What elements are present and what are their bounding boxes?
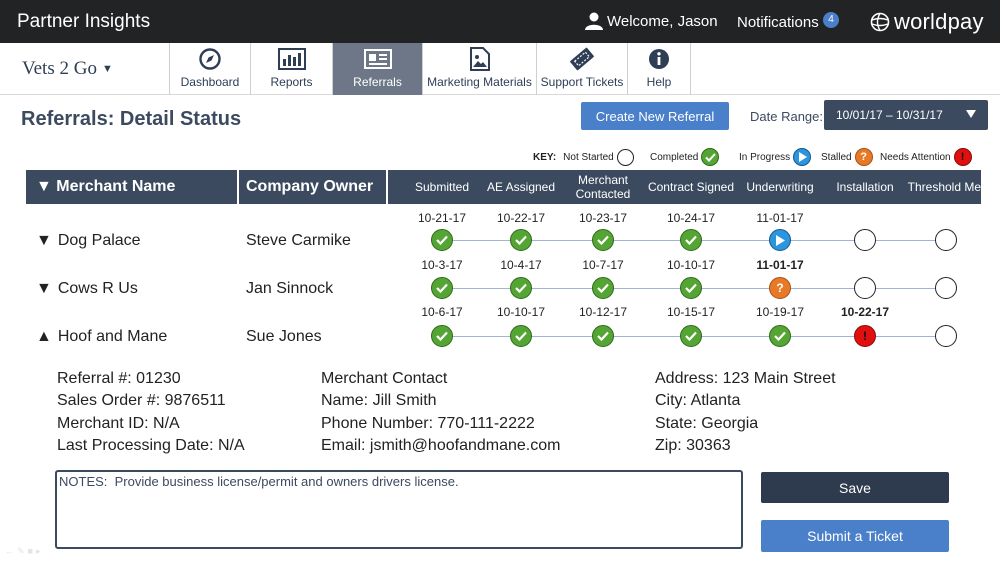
stage-date: 10-4-17 (500, 258, 542, 272)
caret-down-icon: ▼ (101, 63, 113, 75)
store-name: Vets 2 Go (22, 58, 97, 79)
status-completed-icon[interactable] (680, 277, 702, 299)
user-menu[interactable] (584, 12, 718, 30)
stage-date: 10-7-17 (582, 258, 624, 272)
status-completed-icon[interactable] (510, 325, 532, 347)
address-street: Address: 123 Main Street (655, 370, 836, 387)
status-completed-icon[interactable] (431, 229, 453, 251)
header-divider (237, 170, 239, 204)
stage-date: 10-10-17 (496, 305, 546, 319)
referral-number: Referral #: 01230 (57, 370, 181, 387)
expand-arrow-icon: ▼ (36, 232, 52, 249)
merchant-contact-heading: Merchant Contact (321, 370, 448, 387)
stage-date: 10-6-17 (421, 305, 463, 319)
merchant-row-toggle[interactable] (36, 328, 167, 346)
status-completed-icon[interactable] (680, 325, 702, 347)
stage-date: 10-21-17 (417, 211, 467, 225)
brand-name: worldpay (894, 9, 984, 34)
id-card-icon (364, 47, 392, 71)
key-label-needs-attention: Needs Attention (880, 151, 951, 163)
col-stage-merchant-contacted: Merchant Contacted (575, 173, 631, 201)
status-completed-icon[interactable] (592, 229, 614, 251)
col-stage-contract-signed: Contract Signed (647, 180, 735, 194)
status-attention-icon[interactable]: ! (854, 325, 876, 347)
key-label-in-progress: In Progress (739, 151, 791, 163)
key-label: KEY: (533, 151, 557, 163)
status-completed-icon[interactable] (680, 229, 702, 251)
col-stage-ae-assigned: AE Assigned (486, 180, 556, 194)
attention-icon: ! (954, 148, 972, 166)
status-progress-icon[interactable] (769, 229, 791, 251)
merchant-id: Merchant ID: N/A (57, 414, 180, 432)
in-progress-icon (793, 148, 811, 166)
last-processing-date: Last Processing Date: N/A (57, 436, 245, 454)
status-key-completed (650, 148, 719, 166)
stalled-icon: ? (855, 148, 873, 166)
stage-date: 10-22-17 (840, 305, 890, 319)
status-notstarted-icon[interactable] (854, 229, 876, 251)
sales-order-number: Sales Order #: 9876511 (57, 392, 226, 410)
tab-help[interactable] (627, 43, 690, 95)
tab-label: Help (646, 75, 672, 89)
status-key-stalled (821, 148, 873, 166)
details-column-address (655, 368, 836, 457)
status-stalled-icon[interactable]: ? (769, 277, 791, 299)
info-icon (648, 47, 670, 71)
stage-date: 10-23-17 (578, 211, 628, 225)
key-label-stalled: Stalled (821, 151, 852, 163)
address-zip: Zip: 30363 (655, 436, 731, 454)
company-owner: Sue Jones (246, 328, 322, 345)
contact-phone: Phone Number: 770-111-2222 (321, 414, 535, 432)
tab-divider (690, 43, 691, 95)
key-label-completed: Completed (650, 151, 699, 163)
company-owner: Jan Sinnock (246, 280, 334, 297)
contact-email: Email: jsmith@hoofandmane.com (321, 436, 561, 454)
tab-label: Support Tickets (540, 75, 624, 89)
tab-reports[interactable] (250, 43, 332, 95)
stage-date: 10-24-17 (666, 211, 716, 225)
status-notstarted-icon[interactable] (854, 277, 876, 299)
merchant-name: Cows R Us (57, 280, 138, 297)
key-label-not-started: Not Started (563, 151, 614, 163)
status-key (533, 148, 634, 166)
status-key-in-progress (739, 148, 811, 166)
address-state: State: Georgia (655, 414, 759, 432)
merchant-row-toggle[interactable] (36, 232, 141, 250)
ticket-icon (568, 47, 596, 71)
stage-date: 10-12-17 (578, 305, 628, 319)
tab-support-tickets[interactable] (536, 43, 627, 95)
not-started-icon (617, 149, 634, 166)
date-range-value: 10/01/17 – 10/31/17 (836, 108, 943, 122)
status-completed-icon[interactable] (592, 277, 614, 299)
company-owner: Steve Carmike (246, 232, 351, 249)
address-city: City: Atlanta (655, 392, 741, 410)
merchant-name: Hoof and Mane (57, 328, 168, 345)
faint-toolbar-icons: ←✎■▸ (5, 546, 44, 556)
store-selector[interactable] (22, 58, 113, 80)
status-key-needs-attention (880, 148, 972, 166)
tab-referrals[interactable] (332, 43, 422, 95)
table-header (26, 170, 985, 204)
stage-date: 10-15-17 (666, 305, 716, 319)
stage-date: 10-22-17 (496, 211, 546, 225)
tab-marketing-materials[interactable] (422, 43, 536, 95)
status-notstarted-icon[interactable] (935, 277, 957, 299)
notifications-link[interactable]: Notifications (737, 14, 819, 31)
status-completed-icon[interactable] (431, 277, 453, 299)
stage-date: 10-10-17 (666, 258, 716, 272)
save-button[interactable]: Save (761, 472, 949, 503)
col-stage-submitted: Submitted (414, 180, 470, 194)
merchant-name: Dog Palace (57, 232, 141, 249)
status-notstarted-icon[interactable] (935, 229, 957, 251)
collapse-arrow-icon: ▲ (36, 328, 52, 345)
status-completed-icon[interactable] (510, 277, 532, 299)
chevron-down-icon (966, 110, 976, 118)
tab-label: Dashboard (180, 75, 240, 89)
col-stage-installation: Installation (836, 180, 894, 194)
status-completed-icon[interactable] (431, 325, 453, 347)
col-stage-underwriting: Underwriting (746, 180, 814, 194)
stage-date: 11-01-17 (756, 211, 804, 225)
user-icon (584, 12, 604, 30)
notes-field[interactable] (55, 470, 743, 549)
status-completed-icon[interactable] (510, 229, 532, 251)
date-range-select[interactable] (824, 100, 988, 130)
stage-date: 10-3-17 (421, 258, 463, 272)
status-notstarted-icon[interactable] (935, 325, 957, 347)
expand-arrow-icon: ▼ (36, 280, 52, 297)
tab-label: Referrals (353, 75, 402, 89)
app-title: Partner Insights (17, 11, 151, 32)
header-divider (386, 170, 388, 204)
tab-label: Marketing Materials (427, 75, 532, 89)
details-column-ids (57, 368, 245, 457)
stage-date: 10-19-17 (755, 305, 805, 319)
details-column-contact (321, 368, 560, 457)
compass-icon (198, 47, 222, 71)
status-completed-icon[interactable] (769, 325, 791, 347)
status-completed-icon[interactable] (592, 325, 614, 347)
col-merchant-name[interactable]: ▼ Merchant Name (36, 178, 176, 195)
notification-count-badge[interactable]: 4 (823, 12, 839, 28)
tab-dashboard[interactable] (169, 43, 250, 95)
brand-logo (870, 9, 984, 35)
image-icon (470, 47, 490, 71)
create-referral-button[interactable]: Create New Referral (581, 102, 729, 130)
globe-icon (870, 12, 890, 32)
main-nav (0, 43, 1000, 95)
top-bar (0, 0, 1000, 43)
col-company-owner[interactable]: Company Owner (246, 178, 374, 195)
tab-label: Reports (270, 75, 313, 89)
submit-ticket-button[interactable]: Submit a Ticket (761, 520, 949, 552)
bar-chart-icon (278, 47, 306, 71)
page-title: Referrals: Detail Status (21, 108, 242, 130)
date-range-label: Date Range: (750, 109, 823, 124)
contact-name: Name: Jill Smith (321, 392, 437, 410)
merchant-row-toggle[interactable] (36, 280, 138, 298)
col-stage-threshold-met: Threshold Met (907, 180, 985, 194)
stage-date: 11-01-17 (756, 258, 804, 272)
welcome-text: Welcome, Jason (607, 12, 718, 30)
completed-icon (701, 148, 719, 166)
